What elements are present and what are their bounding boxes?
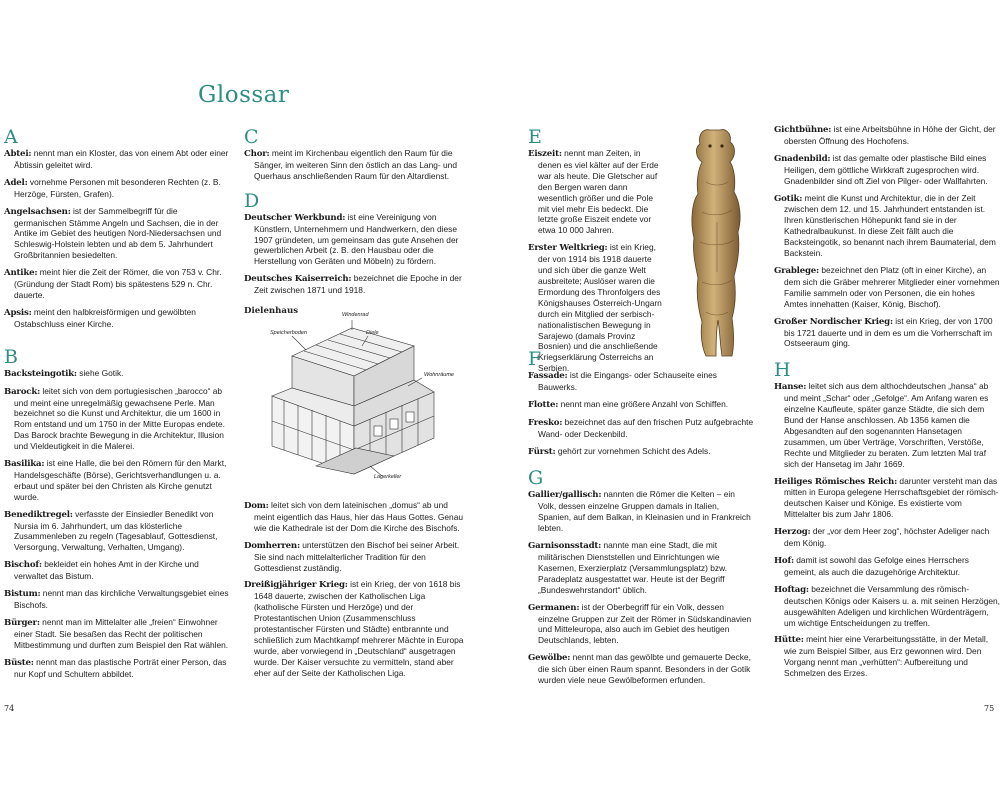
glossary-entry-hoftag [774,584,1000,629]
glossary-entry-hof [774,555,1000,578]
entry-term: Fresko: [528,417,563,428]
entry-term: Gichtbühne: [774,125,832,135]
section-letter-f: F [528,348,542,370]
entry-text: ist der Sammelbegriff für die germanischen Stämme Angeln und Sachsen, die in der Antike im Gebiet des heutigen Nord-Niedersachsen und Schleswig-Holstein lebten und ab dem 5. Jahrhundert Großbritannien besiedelten. [14,205,222,261]
glossary-entry-antike [4,267,230,301]
section-letter-e: E [528,126,542,148]
entry-term: Heiliges Römisches Reich: [774,476,898,487]
entry-text: bezeichnet die Versammlung des römisch-deutschen Königs oder Kaisers u. a. mit seinen Herzögen, ausgewählten Adeligen und kirchlichen Würdenträgern, um wichtige Entscheidungen zu treffen. [784,583,1000,628]
entry-term: Eiszeit: [528,149,562,159]
entry-term: Abtei: [4,149,32,159]
entry-term: Barock: [4,386,41,397]
glossary-entry-dreissigjaehriger-krieg [244,579,470,678]
entry-term: Hoftag: [774,584,809,595]
entry-text: siehe Gotik. [79,367,124,378]
glossary-entry-backsteingotik [4,368,230,380]
entry-text: vornehme Personen mit besonderen Rechten (z. B. Herzöge, Fürsten, Grafen). [14,176,221,199]
label-windenrad: Windenrad [342,312,369,318]
entry-text: ist ein Krieg, der von 1700 bis 1721 dauerte und in dem es um die Vorherrschaft im Ostseeraum ging. [784,315,993,349]
entry-term: Herzog: [774,527,811,538]
page-number-left: 74 [4,704,15,713]
glossary-entry-hanse [774,381,1000,469]
entry-term: Deutscher Werkbund: [244,212,346,223]
entry-term: Garnisonsstadt: [528,541,602,552]
lion-man-figurine-image [672,122,762,362]
entry-term: Büste: [4,657,34,668]
entry-term: Deutsches Kaiserreich: [244,274,352,285]
glossary-entry-fresko [528,417,754,440]
entry-text: ist der Oberbegriff für ein Volk, dessen einzelne Gruppen zur Zeit der Römer in Südskandinavien und Mitteleuropa, also auch im Gebiet des heutigen Deutschlands, lebten. [538,601,752,646]
glossary-entry-bueste [4,657,230,680]
glossary-entry-domherren [244,540,470,574]
glossary-entry-adel [4,177,230,200]
entry-text: leitet sich von dem lateinischen „domus“ ab und meint eigentlich das Haus, hier das Haus Gottes. Genau wie die Kathedrale ist der Dom die Kirche des Bischofs. [254,500,464,533]
entry-term: Dreißigjähriger Krieg: [244,580,348,591]
entry-term: Fassade: [528,371,568,381]
entry-text: der „vor dem Heer zog“, höchster Adeliger nach dem König. [784,526,990,549]
entry-text: nennt man im Mittelalter alle „freien“ Einwohner einer Stadt. Sie besaßen das Recht der politischen Mitbestimmung und durften zum Beispiel den Rat wählen. [14,616,229,650]
page-number-right: 75 [984,704,995,713]
entry-text: leitet sich aus dem althochdeutschen „hansa“ ab und meint „Schar“ oder „Gefolge“. Am Anfang waren es einzelne Kaufleute, später ganze Städte, die sich dem Bund der Hanse anschlossen. Ab 1356 kamen die Abgesandten auf den sogenannten Hansetagen zusammen, um über Verträge, Vorschriften, Verstöße, Rechte und Mitglieder zu beraten. Zum letzten Mal traf sich der Hansetag im Jahr 1669. [784,381,989,469]
entry-text: unterstützen den Bischof bei seiner Arbeit. Sie sind nach mittelalterlicher Tradition für den Gottesdienst zuständig. [254,539,460,573]
entry-text: bezeichnet das auf den frischen Putz aufgebrachte Wand- oder Deckenbild. [538,416,754,439]
glossary-entry-benediktregel [4,509,230,554]
section-letter-c: C [244,126,259,148]
entry-text: ist eine Arbeitsbühne in Höhe der Gicht, der obersten Öffnung des Hochofens. [784,124,996,146]
entry-term: Benediktregel: [4,509,73,520]
glossary-entry-abtei [4,148,230,171]
glossary-entry-gotik [774,193,1000,259]
entry-term: Adel: [4,177,28,188]
entry-text: damit ist sowohl das Gefolge eines Herrschers gemeint, als auch die dazugehörige Architektur. [784,555,969,577]
entry-text: nennt man das kirchliche Verwaltungsgebiet eines Bischofs. [14,588,229,610]
entry-term: Dom: [244,501,269,511]
entry-term: Backsteingotik: [4,368,77,379]
section-letter-d: D [244,189,260,212]
entry-text: nannten die Römer die Kelten – ein Volk, dessen einzelne Gruppen damals in Italien, Spanien, auf dem Balkan, in Kleinasien und in Frankreich lebten. [538,489,751,534]
glossary-column-4 [774,124,1000,685]
glossary-entry-fuerst [528,446,754,458]
entry-text: bekleidet ein hohes Amt in der Kirche und verwaltet das Bistum. [14,559,199,582]
glossary-entry-herzog [774,526,1000,549]
label-wohnraeume: Wohnräume [424,372,454,378]
glossary-entry-flotte [528,399,754,411]
entry-term: Fürst: [528,446,556,457]
section-letter-h: H [774,359,791,382]
entry-text: ist ein Krieg, der von 1618 bis 1648 dauerte, zwischen der Katholischen Liga (katholische Fürsten und Herzöge) und der Protestantischen Union (Zusammenschluss protestantischer Fürsten und Städte) entbrannte und schließlich zum Machtkampf mehrerer Mächte in Europa wurde, aber vorwiegend in „Deutschland“ ausgetragen wurde. Der Kaiser versuchte zu vermitteln, stand aber eher auf der Seite der Katholischen Liga. [254,579,464,678]
entry-term: Gallier/gallisch: [528,490,602,501]
section-letter-a: A [4,126,18,148]
label-lagerkeller: Lagerkeller [374,474,402,480]
section-letter-b: B [4,345,18,368]
entry-term: Grablege: [774,265,820,276]
glossary-entry-gewoelbe [528,652,754,686]
entry-term: Germanen: [528,602,580,613]
entry-term: Gotik: [774,193,803,204]
entry-term: Gewölbe: [528,653,571,664]
entry-text: nennt man das gewölbte und gemauerte Decke, die sich über einen Raum spannt. Besonders in der Gotik wurden viele neue Gewölbeformen erfunden. [538,652,751,686]
entry-term: Bürger: [4,617,40,628]
entry-text: meint im Kirchenbau eigentlich den Raum für die Sänger, im weiteren Sinn den östlich an das Lang- und Querhaus anschließenden Raum für den Altardienst. [254,148,457,181]
glossary-entry-barock [4,386,230,452]
glossary-entry-gnadenbild [774,153,1000,187]
page-title: Glossar [198,82,290,108]
entry-text: ist das gemalte oder plastische Bild eines Heiligen, dem göttliche Wirkkraft zugesprochen wird. Gnadenbilder sind oft Ziel von Pilger- oder Wallfahrten. [784,152,988,186]
entry-text: meint hier die Zeit der Römer, die von 753 v. Chr. (Gründung der Stadt Rom) bis spätestens 529 n. Chr. dauerte. [14,267,222,300]
entry-text: nennt man eine größere Anzahl von Schiffen. [560,398,729,409]
entry-text: ist eine Halle, die bei den Römern für den Markt, Handelsgeschäfte (Börse), Gerichtsverhandlungen u. a. erbaut und später bei den Christen als Kirche genutzt wurde. [14,458,227,502]
glossary-entry-apsis [4,307,230,330]
glossary-entry-eiszeit [528,148,666,236]
entry-text: nennt man das plastische Porträt einer Person, das nur Kopf und Schultern abbildet. [14,656,227,679]
entry-text: leitet sich von dem portugiesischen „barocco“ ab und meint eine unregelmäßig gewachsene Perle. Man bezeichnet so die Kunst und Architektur, die um 1600 in Rom entstand und um 1750 in der Mitte Europas endete. Das Barock brachte Bewegung in die Architektur, Illusion und Vieldeutigkeit in die Malerei. [14,385,225,452]
glossary-entry-heiliges-roemisches-reich [774,476,1000,521]
entry-term: Angelsachsen: [4,206,71,217]
figurine-illustration [672,122,762,362]
glossary-entry-gichtbuehne [774,124,1000,147]
entry-term: Chor: [244,149,270,159]
glossary-entry-fassade [528,370,754,393]
dielenhaus-diagram [244,306,470,491]
diagram-title: Dielenhaus [244,306,299,316]
entry-text: meint hier eine Verarbeitungsstätte, in der Metall, wie zum Beispiel Silber, aus Erz gewonnen wird. Den Vorgang nennt man „verhütten“: Aufbereitung und Schmelzen des Erzes. [784,634,989,679]
entry-term: Apsis: [4,307,32,318]
entry-text: ist ein Krieg, der von 1914 bis 1918 dauerte und sich über die ganze Welt ausbreitete; Auslöser waren die Ermordung des Thronfolgers des Königshauses Österreich-Ungarn durch ein Mitglied der serbisch-nationalistischen Bewegung in Sarajewo (damals Provinz Bosnien) und die anschließende Kriegserklärung Österreichs an Serbien. [538,242,662,374]
entry-text: ist eine Vereinigung von Künstlern, Unternehmern und Handwerkern, den diese 1907 gründeten, um gemeinsam das gute Ansehen der gewerblichen Arbeit (z. B. den Hausbau oder die Herstellung von Geräten und Möbeln) zu fördern. [254,211,459,267]
entry-text: nennt man ein Kloster, das von einem Abt oder einer Äbtissin geleitet wird. [14,148,229,170]
entry-text: nennt man Zeiten, in denen es viel kälter auf der Erde war als heute. Die Gletscher auf den Bergen waren dann wesentlich größer und die Pole mit viel mehr Eis bedeckt. Die letzte große Eiszeit endete vor etwa 10 000 Jahren. [538,148,659,236]
glossary-entry-bistum [4,588,230,611]
glossary-entry-gallier [528,489,754,534]
entry-term: Domherren: [244,540,300,551]
entry-term: Bistum: [4,589,41,600]
entry-term: Flotte: [528,399,559,410]
glossary-column-3 [528,128,666,386]
glossary-column-3-lower [528,350,754,692]
glossary-entry-germanen [528,602,754,647]
entry-term: Hanse: [774,382,807,393]
glossary-entry-chor [244,148,470,182]
entry-term: Basilika: [4,459,45,470]
label-diele: Diele [366,330,379,336]
entry-term: Bischof: [4,560,42,571]
section-letter-g: G [528,467,544,490]
entry-text: ist die Eingangs- oder Schauseite eines Bauwerks. [538,370,717,392]
entry-text: meint die Kunst und Architektur, die in der Zeit zwischen dem 12. und 15. Jahrhundert entstanden ist. Ihren künstlerischen Höhepunkt fand sie in der Kathedralbaukunst. In diese Zeit fällt auch die Backsteingotik, so benannt nach ihrem Baumaterial, dem Backstein. [784,192,996,259]
entry-term: Antike: [4,268,38,279]
label-speicherboden: Speicherboden [270,330,308,336]
glossary-entry-dom [244,500,470,534]
entry-term: Großer Nordischer Krieg: [774,316,893,327]
glossary-entry-buerger [4,617,230,651]
entry-text: gehört zur vornehmen Schicht des Adels. [557,445,711,456]
glossary-entry-grosser-nordischer-krieg [774,316,1000,350]
entry-text: nannte man eine Stadt, die mit militärischen Dienststellen und Einrichtungen wie Kasernen, Exerzierplatz (Versammlungsplatz) bzw. Paradeplatz ausgestattet war. Heute ist der Begriff „Bundeswehrstandort“ üblich. [538,540,727,595]
entry-term: Hof: [774,556,794,566]
glossary-entry-deutsches-kaiserreich [244,273,470,296]
glossary-entry-basilika [4,458,230,503]
entry-text: verfasste der Einsiedler Benedikt von Nursia im 6. Jahrhundert, um das klösterliche Zusammenleben zu regeln (Tagesablauf, Gottesdienst, Versorgung, Verwaltung, Verhalten, Umgang). [14,508,218,553]
glossary-entry-deutscher-werkbund [244,212,470,268]
entry-term: Erster Weltkrieg: [528,243,608,254]
entry-term: Hütte: [774,635,804,646]
entry-term: Gnadenbild: [774,153,831,164]
entry-text: bezeichnet den Platz (oft in einer Kirche), an dem sich die Gräber mehrerer Mitglieder einer vornehmen Familie sammeln oder von Personen, die ein hohes Amtes innehatten (Kaiser, König, Bischof). [784,264,1000,309]
glossary-column-2-bottom [244,500,470,685]
glossary-column-2-top [244,128,470,302]
entry-text: meint den halbkreisförmigen und gewölbten Ostabschluss einer Kirche. [14,306,196,329]
entry-text: bezeichnet die Epoche in der Zeit zwischen 1871 und 1918. [254,273,462,296]
glossary-entry-garnisonsstadt [528,540,754,596]
glossary-column-1 [4,128,230,685]
glossary-entry-bischof [4,559,230,582]
entry-text: darunter versteht man das mitten in Europa gelegene Herrschaftsgebiet der römisch-deutschen Kaiser und Könige. Es existierte vom Mittelalter bis zum Jahr 1806. [784,475,999,520]
glossary-entry-huette [774,634,1000,679]
glossary-entry-grablege [774,265,1000,310]
glossary-entry-angelsachsen [4,206,230,262]
